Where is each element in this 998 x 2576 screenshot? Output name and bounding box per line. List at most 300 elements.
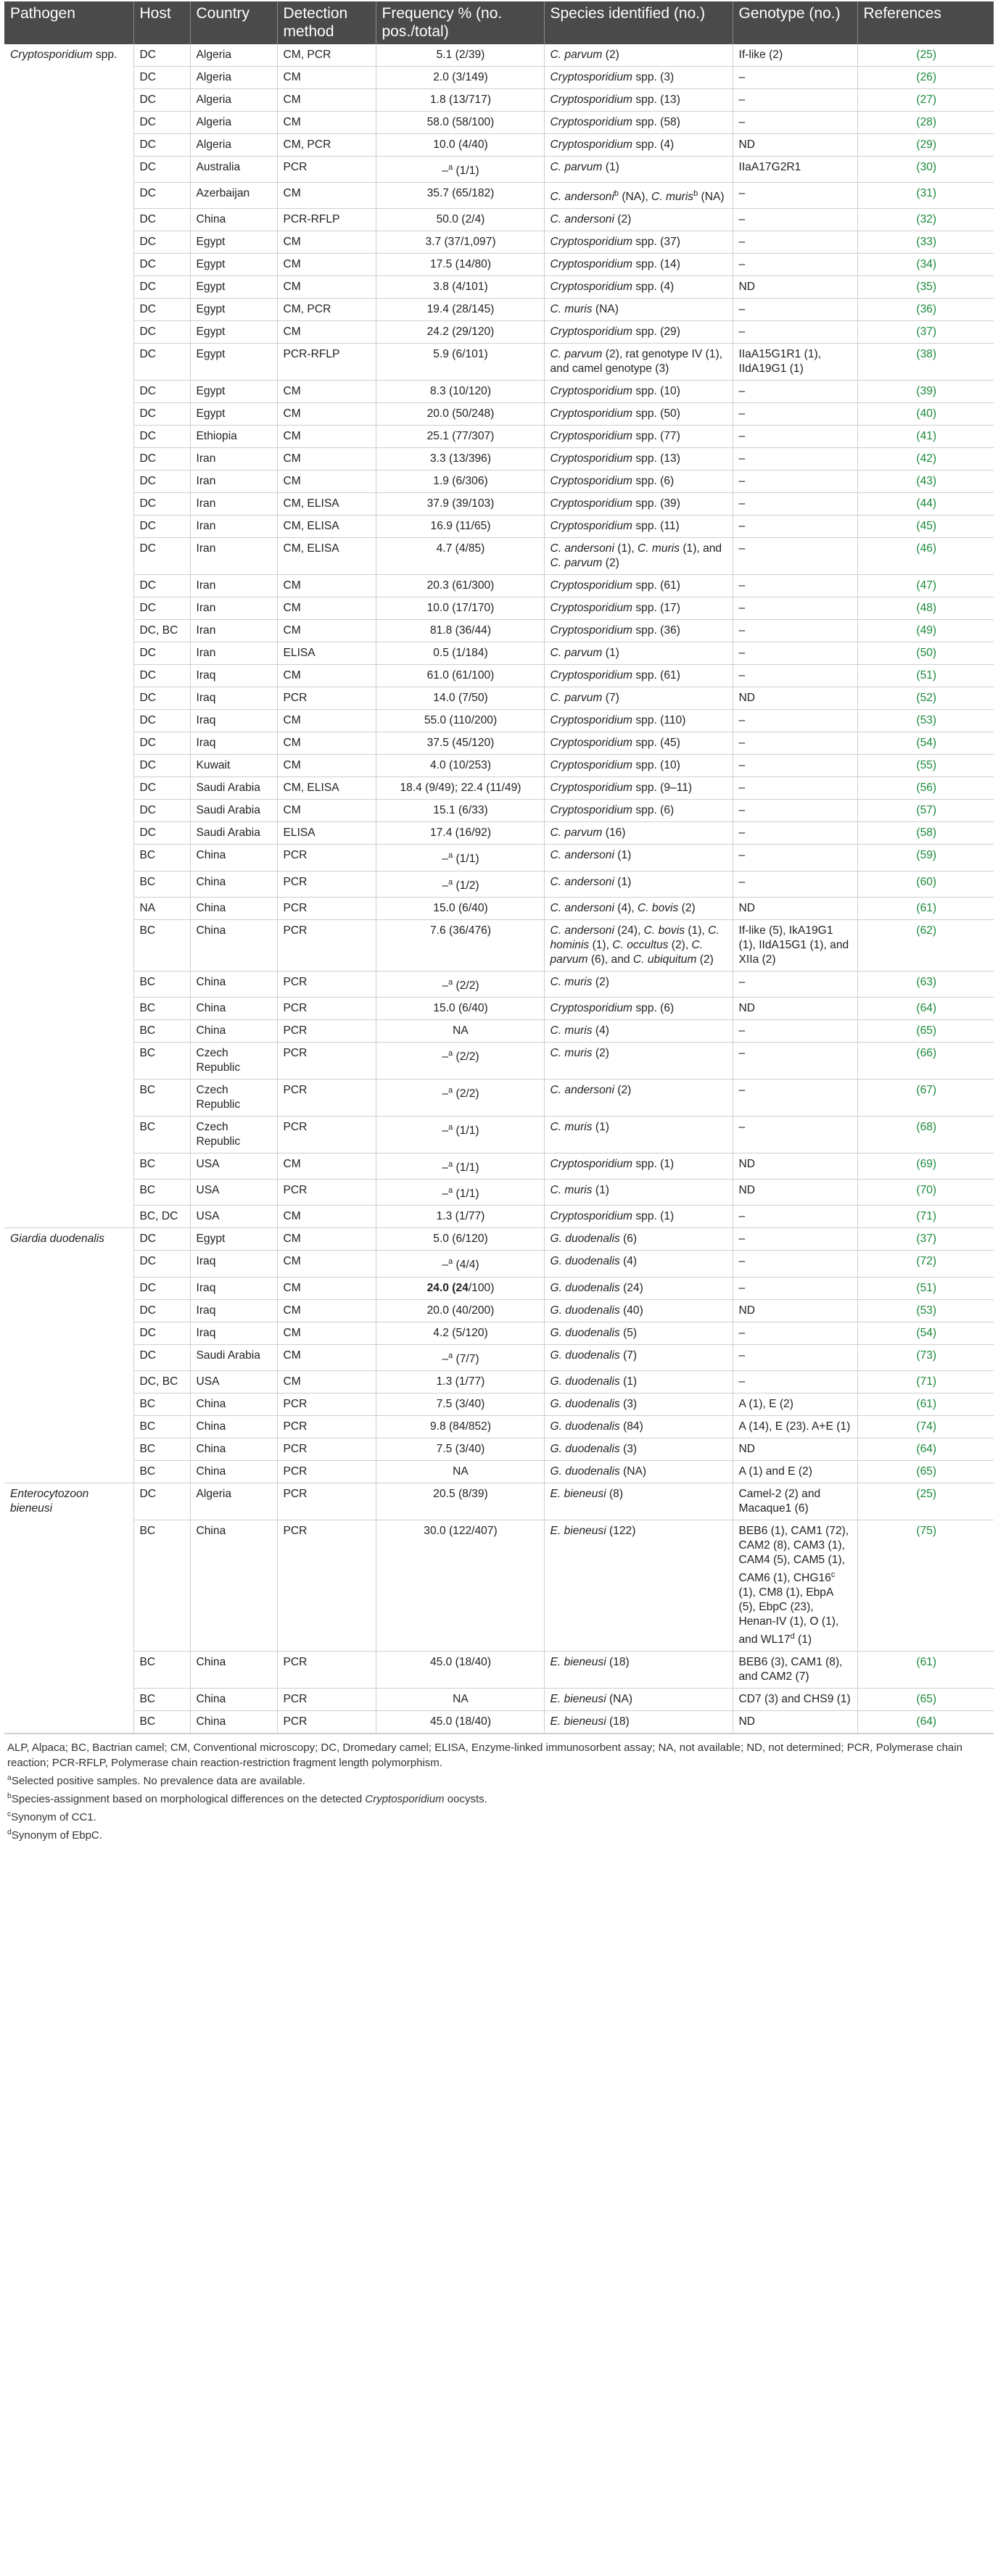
table-row: [4, 871, 994, 897]
cell-frequency: 45.0 (18/40): [376, 1652, 544, 1689]
cell-detection-method: PCR-RFLP: [277, 344, 376, 381]
cell-detection-method: PCR: [277, 1652, 376, 1689]
cell-pathogen: [4, 1116, 133, 1153]
header-genotype: Genotype (no.): [733, 1, 857, 44]
cell-reference: (61): [857, 1393, 994, 1415]
header-host: Host: [133, 1, 190, 44]
cell-reference: (37): [857, 1228, 994, 1251]
cell-reference: (32): [857, 209, 994, 231]
cell-detection-method: CM: [277, 1251, 376, 1277]
cell-host: DC: [133, 1344, 190, 1370]
cell-frequency: 1.3 (1/77): [376, 1206, 544, 1228]
cell-pathogen: [4, 597, 133, 620]
table-row: [4, 755, 994, 777]
cell-pathogen: [4, 67, 133, 89]
cell-pathogen: [4, 997, 133, 1019]
cell-country: Egypt: [190, 276, 277, 299]
cell-species: C. parvum (2), rat genotype IV (1), and camel genotype (3): [544, 344, 733, 381]
cell-reference: (36): [857, 299, 994, 321]
cell-host: DC: [133, 276, 190, 299]
cell-frequency: 5.9 (6/101): [376, 344, 544, 381]
cell-country: Algeria: [190, 89, 277, 112]
cell-host: DC: [133, 1483, 190, 1520]
cell-frequency: NA: [376, 1689, 544, 1711]
cell-host: DC: [133, 157, 190, 183]
cell-genotype: –: [733, 538, 857, 575]
cell-species: Cryptosporidium spp. (14): [544, 254, 733, 276]
cell-reference: (74): [857, 1415, 994, 1438]
cell-country: Iran: [190, 597, 277, 620]
cell-pathogen: [4, 471, 133, 493]
table-row: [4, 919, 994, 971]
cell-country: Iran: [190, 515, 277, 538]
cell-country: USA: [190, 1206, 277, 1228]
cell-species: G. duodenalis (6): [544, 1228, 733, 1251]
table-row: [4, 1251, 994, 1277]
cell-frequency: 2.0 (3/149): [376, 67, 544, 89]
cell-detection-method: PCR: [277, 871, 376, 897]
cell-species: E. bieneusi (18): [544, 1652, 733, 1689]
cell-reference: (34): [857, 254, 994, 276]
cell-species: Cryptosporidium spp. (36): [544, 620, 733, 642]
cell-host: DC: [133, 597, 190, 620]
cell-frequency: 15.0 (6/40): [376, 897, 544, 919]
cell-detection-method: CM, ELISA: [277, 515, 376, 538]
cell-pathogen: [4, 971, 133, 997]
table-row: [4, 157, 994, 183]
cell-country: Kuwait: [190, 755, 277, 777]
cell-genotype: –: [733, 209, 857, 231]
table-row: [4, 67, 994, 89]
cell-country: Iraq: [190, 1277, 277, 1299]
cell-host: BC: [133, 871, 190, 897]
cell-species: C. andersoni (1): [544, 845, 733, 871]
table-row: [4, 1019, 994, 1042]
cell-host: BC: [133, 1438, 190, 1460]
cell-frequency: 1.9 (6/306): [376, 471, 544, 493]
cell-detection-method: PCR: [277, 1116, 376, 1153]
cell-frequency: –$^a$ (1/2): [376, 871, 544, 897]
cell-frequency: 45.0 (18/40): [376, 1711, 544, 1734]
cell-country: Egypt: [190, 254, 277, 276]
table-row: [4, 777, 994, 800]
cell-detection-method: CM, ELISA: [277, 777, 376, 800]
table-row: [4, 1438, 994, 1460]
cell-species: Cryptosporidium spp. (1): [544, 1206, 733, 1228]
cell-species: Cryptosporidium spp. (13): [544, 89, 733, 112]
cell-species: C. andersoni (1), C. muris (1), and C. parvum (2): [544, 538, 733, 575]
cell-host: DC: [133, 344, 190, 381]
cell-species: E. bieneusi (NA): [544, 1689, 733, 1711]
cell-pathogen: [4, 1299, 133, 1322]
cell-genotype: –: [733, 299, 857, 321]
cell-host: BC: [133, 1180, 190, 1206]
cell-pathogen: [4, 1019, 133, 1042]
cell-country: China: [190, 971, 277, 997]
cell-country: Saudi Arabia: [190, 822, 277, 845]
table-row: [4, 897, 994, 919]
cell-host: BC: [133, 1460, 190, 1483]
cell-pathogen: [4, 1206, 133, 1228]
cell-reference: (70): [857, 1180, 994, 1206]
cell-reference: (33): [857, 231, 994, 254]
cell-frequency: –$^a$ (1/1): [376, 1153, 544, 1179]
cell-pathogen: [4, 642, 133, 665]
cell-reference: (40): [857, 403, 994, 426]
cell-host: DC: [133, 755, 190, 777]
cell-species: Cryptosporidium spp. (110): [544, 710, 733, 732]
cell-country: USA: [190, 1153, 277, 1179]
footnote-d-text: $^d$Synonym of EbpC.: [7, 1828, 102, 1842]
cell-pathogen: [4, 845, 133, 871]
cell-frequency: 18.4 (9/49); 22.4 (11/49): [376, 777, 544, 800]
cell-genotype: –: [733, 710, 857, 732]
header-frequency: Frequency % (no. pos./total): [376, 1, 544, 44]
cell-detection-method: CM: [277, 231, 376, 254]
cell-country: Egypt: [190, 299, 277, 321]
cell-species: Cryptosporidium spp. (10): [544, 755, 733, 777]
cell-frequency: 25.1 (77/307): [376, 426, 544, 448]
table-row: [4, 1079, 994, 1116]
cell-country: Egypt: [190, 403, 277, 426]
cell-frequency: NA: [376, 1019, 544, 1042]
cell-genotype: –: [733, 665, 857, 687]
cell-pathogen: [4, 1393, 133, 1415]
cell-reference: (61): [857, 1652, 994, 1689]
cell-host: DC, BC: [133, 620, 190, 642]
cell-species: Cryptosporidium spp. (45): [544, 732, 733, 755]
cell-reference: (48): [857, 597, 994, 620]
cell-reference: (56): [857, 777, 994, 800]
table-row: [4, 620, 994, 642]
cell-pathogen: [4, 665, 133, 687]
cell-frequency: –$^a$ (2/2): [376, 1042, 544, 1079]
cell-frequency: –$^a$ (2/2): [376, 971, 544, 997]
pathogen-name: Enterocytozoon bieneusi: [10, 1487, 89, 1515]
cell-pathogen: [4, 575, 133, 597]
cell-detection-method: CM: [277, 665, 376, 687]
cell-host: DC: [133, 710, 190, 732]
header-species: Species identified (no.): [544, 1, 733, 44]
cell-reference: (25): [857, 1483, 994, 1520]
table-row: [4, 575, 994, 597]
cell-species: C. muris (4): [544, 1019, 733, 1042]
cell-host: DC: [133, 254, 190, 276]
cell-reference: (38): [857, 344, 994, 381]
cell-genotype: –: [733, 971, 857, 997]
cell-country: Egypt: [190, 321, 277, 344]
cell-frequency: 58.0 (58/100): [376, 112, 544, 134]
cell-country: China: [190, 1689, 277, 1711]
cell-pathogen: [4, 183, 133, 209]
cell-pathogen: [4, 1277, 133, 1299]
cell-genotype: –: [733, 1228, 857, 1251]
cell-genotype: A (14), E (23). A+E (1): [733, 1415, 857, 1438]
cell-reference: (53): [857, 710, 994, 732]
cell-reference: (55): [857, 755, 994, 777]
cell-species: Cryptosporidium spp. (3): [544, 67, 733, 89]
cell-detection-method: ELISA: [277, 642, 376, 665]
cell-country: Iran: [190, 538, 277, 575]
cell-genotype: –: [733, 493, 857, 515]
cell-pathogen: [4, 1415, 133, 1438]
cell-detection-method: PCR: [277, 157, 376, 183]
cell-host: BC: [133, 1153, 190, 1179]
cell-country: Iraq: [190, 665, 277, 687]
cell-pathogen: [4, 157, 133, 183]
cell-genotype: ND: [733, 897, 857, 919]
table-row: [4, 1206, 994, 1228]
table-row: [4, 1370, 994, 1393]
cell-frequency: –$^a$ (1/1): [376, 157, 544, 183]
cell-pathogen: [4, 515, 133, 538]
cell-species: C. parvum (7): [544, 687, 733, 710]
table-row: [4, 1520, 994, 1651]
cell-frequency: 10.0 (17/170): [376, 597, 544, 620]
cell-country: China: [190, 209, 277, 231]
cell-species: Cryptosporidium spp. (61): [544, 575, 733, 597]
table-row: [4, 597, 994, 620]
cell-species: C. andersoni (1): [544, 871, 733, 897]
cell-country: Egypt: [190, 381, 277, 403]
table-row: [4, 1277, 994, 1299]
cell-genotype: –: [733, 254, 857, 276]
cell-pathogen: [4, 871, 133, 897]
cell-detection-method: PCR: [277, 1460, 376, 1483]
header-country: Country: [190, 1, 277, 44]
cell-genotype: A (1), E (2): [733, 1393, 857, 1415]
cell-reference: (53): [857, 1299, 994, 1322]
cell-frequency: 61.0 (61/100): [376, 665, 544, 687]
table-row: [4, 254, 994, 276]
table-row: [4, 515, 994, 538]
cell-reference: (65): [857, 1689, 994, 1711]
cell-genotype: A (1) and E (2): [733, 1460, 857, 1483]
cell-host: BC: [133, 971, 190, 997]
cell-species: G. duodenalis (1): [544, 1370, 733, 1393]
cell-frequency: 20.5 (8/39): [376, 1483, 544, 1520]
cell-reference: (63): [857, 971, 994, 997]
cell-genotype: –: [733, 845, 857, 871]
cell-genotype: –: [733, 597, 857, 620]
footnote-b: [7, 1789, 991, 1807]
table-row: [4, 538, 994, 575]
cell-pathogen: [4, 755, 133, 777]
cell-genotype: –: [733, 231, 857, 254]
cell-pathogen: [4, 299, 133, 321]
cell-country: Czech Republic: [190, 1116, 277, 1153]
cell-pathogen: [4, 426, 133, 448]
cell-species: C. muris (1): [544, 1116, 733, 1153]
cell-country: Algeria: [190, 67, 277, 89]
cell-frequency: 5.1 (2/39): [376, 44, 544, 67]
cell-frequency: 24.2 (29/120): [376, 321, 544, 344]
cell-genotype: ND: [733, 997, 857, 1019]
cell-detection-method: PCR: [277, 1079, 376, 1116]
cell-species: G. duodenalis (84): [544, 1415, 733, 1438]
cell-frequency: –$^a$ (1/1): [376, 845, 544, 871]
cell-species: Cryptosporidium spp. (61): [544, 665, 733, 687]
cell-host: BC: [133, 1116, 190, 1153]
cell-pathogen: [4, 1370, 133, 1393]
cell-host: NA: [133, 897, 190, 919]
cell-reference: (65): [857, 1460, 994, 1483]
footnote-d: [7, 1825, 991, 1843]
cell-country: China: [190, 845, 277, 871]
cell-host: DC: [133, 134, 190, 157]
cell-detection-method: CM: [277, 381, 376, 403]
table-row: [4, 381, 994, 403]
cell-host: DC: [133, 381, 190, 403]
cell-reference: (61): [857, 897, 994, 919]
cell-genotype: –: [733, 403, 857, 426]
cell-detection-method: CM: [277, 1322, 376, 1344]
cell-detection-method: PCR: [277, 1180, 376, 1206]
cell-reference: (30): [857, 157, 994, 183]
cell-frequency: 1.8 (13/717): [376, 89, 544, 112]
cell-reference: (42): [857, 448, 994, 471]
cell-frequency: 20.0 (40/200): [376, 1299, 544, 1322]
cell-genotype: –: [733, 1344, 857, 1370]
cell-genotype: ND: [733, 1438, 857, 1460]
cell-detection-method: CM: [277, 448, 376, 471]
table-row: [4, 209, 994, 231]
cell-country: China: [190, 871, 277, 897]
cell-pathogen: Cryptosporidium spp.: [4, 44, 133, 67]
cell-frequency: 24.0 (24/100): [376, 1277, 544, 1299]
cell-species: C. parvum (2): [544, 44, 733, 67]
cell-genotype: –: [733, 822, 857, 845]
cell-pathogen: [4, 276, 133, 299]
cell-host: BC: [133, 845, 190, 871]
table-row: [4, 1689, 994, 1711]
cell-species: C. parvum (16): [544, 822, 733, 845]
cell-detection-method: PCR: [277, 1393, 376, 1415]
cell-country: Saudi Arabia: [190, 1344, 277, 1370]
cell-pathogen: [4, 1228, 133, 1251]
cell-detection-method: PCR: [277, 1042, 376, 1079]
table-row: [4, 1116, 994, 1153]
cell-pathogen: [4, 1251, 133, 1277]
table-row: [4, 134, 994, 157]
cell-reference: (62): [857, 919, 994, 971]
cell-country: China: [190, 1520, 277, 1651]
cell-country: Egypt: [190, 231, 277, 254]
cell-detection-method: CM: [277, 1228, 376, 1251]
cell-frequency: NA: [376, 1460, 544, 1483]
cell-reference: (27): [857, 89, 994, 112]
cell-detection-method: PCR: [277, 845, 376, 871]
cell-species: Cryptosporidium spp. (6): [544, 471, 733, 493]
cell-country: Saudi Arabia: [190, 800, 277, 822]
cell-pathogen: [4, 919, 133, 971]
table-row: [4, 710, 994, 732]
cell-detection-method: CM: [277, 183, 376, 209]
cell-host: DC: [133, 231, 190, 254]
table-row: [4, 1393, 994, 1415]
cell-species: C. parvum (1): [544, 642, 733, 665]
cell-detection-method: PCR: [277, 1438, 376, 1460]
cell-country: Saudi Arabia: [190, 777, 277, 800]
cell-detection-method: PCR: [277, 1711, 376, 1734]
cell-species: C. muris (2): [544, 1042, 733, 1079]
cell-species: C. andersoni$^b$ (NA), C. muris$^b$ (NA): [544, 183, 733, 209]
cell-host: DC: [133, 1299, 190, 1322]
cell-detection-method: CM, PCR: [277, 134, 376, 157]
cell-reference: (73): [857, 1344, 994, 1370]
cell-reference: (45): [857, 515, 994, 538]
cell-frequency: 7.5 (3/40): [376, 1438, 544, 1460]
cell-country: Iraq: [190, 1299, 277, 1322]
data-table: [4, 1, 994, 1734]
cell-country: China: [190, 919, 277, 971]
cell-species: G. duodenalis (5): [544, 1322, 733, 1344]
cell-species: G. duodenalis (3): [544, 1438, 733, 1460]
cell-country: Egypt: [190, 344, 277, 381]
cell-reference: (50): [857, 642, 994, 665]
cell-detection-method: CM: [277, 471, 376, 493]
cell-host: BC: [133, 1652, 190, 1689]
cell-reference: (65): [857, 1019, 994, 1042]
cell-pathogen: [4, 1042, 133, 1079]
cell-genotype: –: [733, 1019, 857, 1042]
cell-detection-method: CM: [277, 1277, 376, 1299]
cell-pathogen: [4, 1652, 133, 1689]
cell-host: DC: [133, 67, 190, 89]
cell-frequency: 15.0 (6/40): [376, 997, 544, 1019]
cell-species: Cryptosporidium spp. (29): [544, 321, 733, 344]
cell-detection-method: CM: [277, 620, 376, 642]
cell-frequency: 9.8 (84/852): [376, 1415, 544, 1438]
cell-host: BC, DC: [133, 1206, 190, 1228]
table-row: [4, 112, 994, 134]
table-row: [4, 448, 994, 471]
cell-genotype: BEB6 (3), CAM1 (8), and CAM2 (7): [733, 1652, 857, 1689]
cell-species: Cryptosporidium spp. (50): [544, 403, 733, 426]
cell-detection-method: PCR: [277, 971, 376, 997]
cell-frequency: 5.0 (6/120): [376, 1228, 544, 1251]
cell-country: Ethiopia: [190, 426, 277, 448]
cell-host: BC: [133, 919, 190, 971]
cell-host: DC: [133, 426, 190, 448]
cell-country: China: [190, 1460, 277, 1483]
cell-species: Cryptosporidium spp. (4): [544, 134, 733, 157]
cell-species: Cryptosporidium spp. (37): [544, 231, 733, 254]
cell-host: DC: [133, 1277, 190, 1299]
cell-country: China: [190, 1415, 277, 1438]
cell-pathogen: [4, 1438, 133, 1460]
cell-genotype: ND: [733, 134, 857, 157]
cell-reference: (60): [857, 871, 994, 897]
cell-host: DC, BC: [133, 1370, 190, 1393]
cell-genotype: –: [733, 471, 857, 493]
cell-genotype: –: [733, 755, 857, 777]
cell-frequency: 17.5 (14/80): [376, 254, 544, 276]
cell-detection-method: CM: [277, 1153, 376, 1179]
cell-host: BC: [133, 1711, 190, 1734]
cell-host: BC: [133, 1520, 190, 1651]
table-row: [4, 687, 994, 710]
cell-detection-method: CM: [277, 800, 376, 822]
cell-detection-method: CM, ELISA: [277, 538, 376, 575]
cell-detection-method: CM: [277, 426, 376, 448]
table-row: [4, 44, 994, 67]
cell-host: DC: [133, 209, 190, 231]
cell-species: G. duodenalis (4): [544, 1251, 733, 1277]
cell-genotype: –: [733, 1116, 857, 1153]
cell-pathogen: [4, 1689, 133, 1711]
cell-pathogen: [4, 209, 133, 231]
